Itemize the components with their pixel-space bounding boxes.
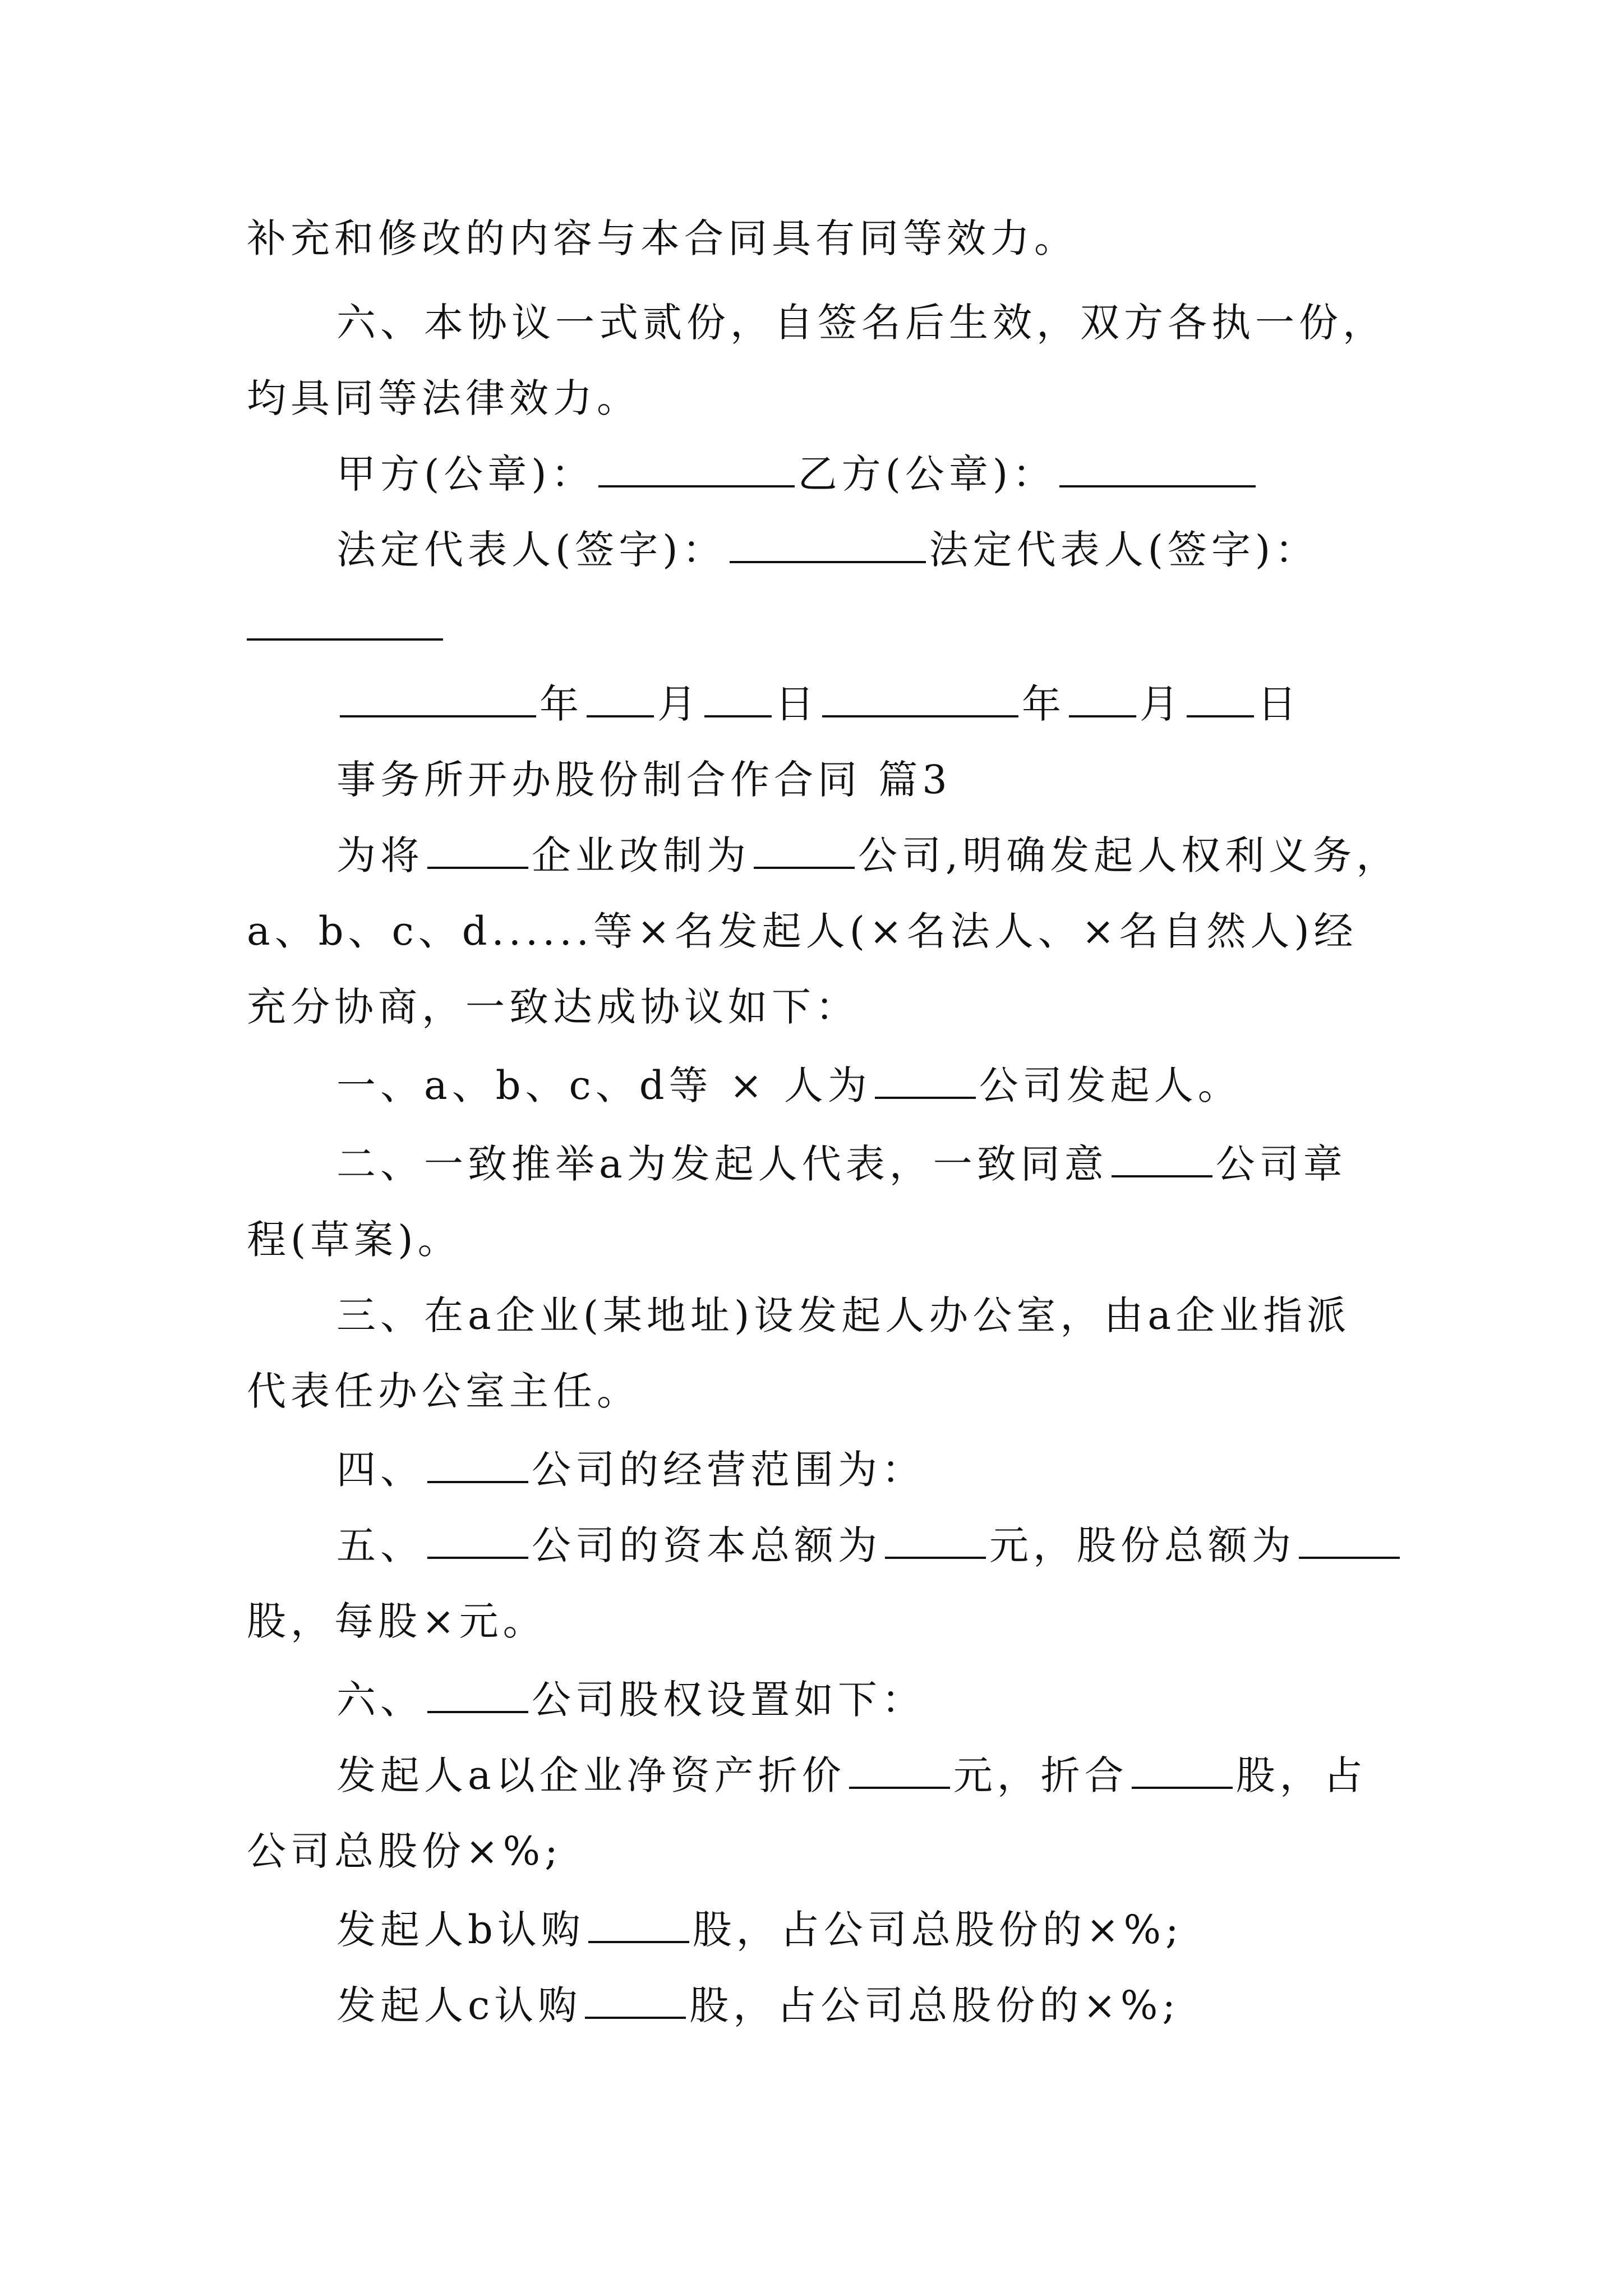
text-line	[336, 1520, 1403, 1571]
text: 二、一致推举a为发起人代表，一致同意	[336, 1141, 1108, 1187]
company-blank	[427, 1676, 528, 1713]
text: 公司总股份×%;	[247, 1828, 562, 1874]
text: 充分协商，一致达成协议如下：	[247, 984, 859, 1030]
shares-blank	[585, 1982, 686, 2019]
party-b-rep-label: 法定代表人(签字)：	[929, 527, 1319, 573]
text: 四、	[336, 1447, 424, 1493]
day-blank	[1187, 680, 1254, 717]
text: 五、	[336, 1522, 424, 1568]
text-line	[247, 982, 859, 1032]
party-a-rep-blank	[730, 526, 926, 563]
year-label: 年	[540, 681, 583, 727]
signature-line	[336, 524, 1318, 575]
company-blank	[427, 1446, 528, 1483]
text-line	[247, 373, 640, 424]
text: 股，占公司总股份的×%;	[692, 1907, 1183, 1953]
text: 元，折合	[953, 1752, 1128, 1798]
text-line	[247, 906, 1358, 956]
text-line	[336, 1904, 1183, 1955]
day-label: 日	[775, 681, 819, 727]
text: 股，占	[1235, 1752, 1367, 1798]
text-line	[336, 297, 1386, 348]
text-line	[336, 1139, 1347, 1189]
day-label: 日	[1257, 681, 1301, 727]
text: 公司,明确发起人权利义务，	[858, 832, 1400, 878]
amount-blank	[849, 1752, 950, 1789]
text: 代表任办公室主任。	[247, 1368, 640, 1414]
company-blank	[1112, 1140, 1212, 1177]
text: 补充和修改的内容与本合同具有同等效力。	[247, 215, 1078, 261]
text: 发起人a以企业净资产折价	[336, 1752, 846, 1798]
text: 六、	[336, 1677, 424, 1723]
text: 均具同等法律效力。	[247, 375, 640, 421]
year-blank	[822, 680, 1018, 717]
text: a、b、c、d......等×名发起人(×名法人、×名自然人)经	[247, 908, 1358, 954]
month-label: 月	[657, 681, 701, 727]
text-line	[336, 1060, 1242, 1111]
section-title-text: 事务所开办股份制合作合同 篇3	[336, 757, 952, 803]
text: 企业改制为	[532, 832, 750, 878]
text-line	[247, 1214, 462, 1265]
company-blank	[427, 1522, 528, 1559]
year-label: 年	[1022, 681, 1066, 727]
month-blank	[1069, 680, 1136, 717]
date-line	[336, 679, 1301, 729]
text: 六、本协议一式贰份，自签名后生效，双方各执一份，	[336, 300, 1386, 346]
party-a-rep-label: 法定代表人(签字)：	[336, 527, 726, 573]
text: 公司章	[1215, 1141, 1347, 1187]
text: 公司的资本总额为	[532, 1522, 882, 1568]
text: 发起人c认购	[336, 1982, 582, 2028]
text-line	[247, 1826, 562, 1876]
text: 元，股份总额为	[989, 1522, 1295, 1568]
section-title	[336, 754, 952, 805]
text: 一、a、b、c、d等 × 人为	[336, 1062, 872, 1108]
text-line	[336, 1290, 1350, 1341]
shares-blank	[1132, 1752, 1233, 1789]
company-blank	[875, 1062, 976, 1099]
text-line	[336, 830, 1400, 881]
shares-blank	[588, 1906, 689, 1943]
text-line	[247, 1366, 640, 1416]
text-line	[336, 1980, 1180, 2031]
shares-blank	[1299, 1522, 1400, 1559]
text-line	[247, 213, 1078, 264]
party-a-seal-blank	[598, 450, 795, 487]
enterprise-blank	[427, 832, 528, 869]
text: 三、在a企业(某地址)设发起人办公室，由a企业指派	[336, 1292, 1351, 1338]
party-a-seal-label: 甲方(公章)：	[336, 451, 595, 497]
party-b-seal-label: 乙方(公章)：	[797, 451, 1057, 497]
text-line	[336, 1444, 925, 1495]
text: 公司的经营范围为：	[532, 1447, 925, 1493]
party-b-rep-blank	[247, 638, 443, 641]
month-label: 月	[1140, 681, 1183, 727]
text-line	[336, 1750, 1367, 1801]
year-blank	[340, 680, 536, 717]
text: 发起人b认购	[336, 1907, 585, 1953]
text: 为将	[336, 832, 424, 878]
text: 程(草案)。	[247, 1217, 462, 1263]
amount-blank	[885, 1522, 986, 1559]
text-line	[247, 1596, 547, 1646]
text: 股，占公司总股份的×%;	[689, 1982, 1180, 2028]
party-b-seal-blank	[1059, 450, 1256, 487]
company-blank	[754, 832, 855, 869]
text: 公司股权设置如下：	[532, 1677, 925, 1723]
text: 公司发起人。	[979, 1062, 1242, 1108]
signature-line	[336, 449, 1259, 499]
text-line	[336, 1674, 925, 1725]
month-blank	[587, 680, 654, 717]
text: 股，每股×元。	[247, 1598, 547, 1644]
day-blank	[704, 680, 772, 717]
